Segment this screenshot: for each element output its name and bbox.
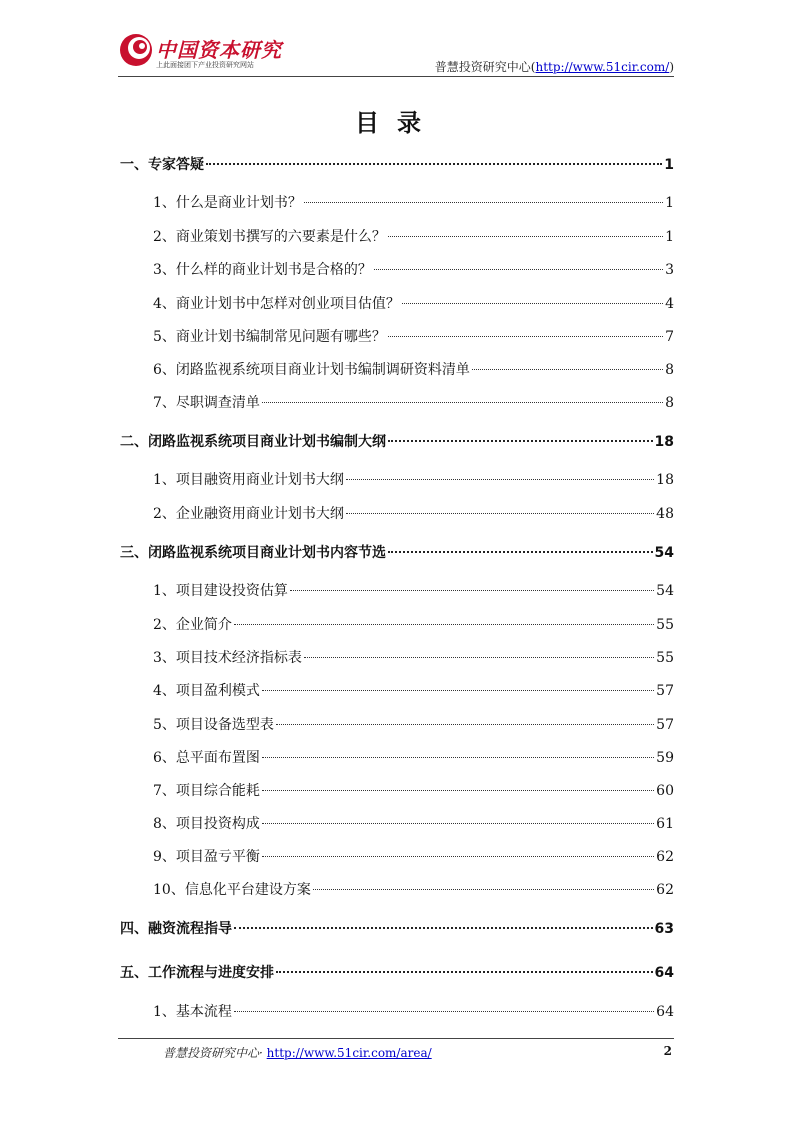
logo-name: 中国资本研究 (156, 38, 282, 62)
site-logo[interactable] (118, 32, 282, 72)
toc-entry-label: 2、企业简介 (153, 617, 232, 633)
header-site-link[interactable]: http://www.51cir.com/ (535, 60, 670, 74)
toc-entry-page: 62 (656, 882, 674, 898)
toc-subsection-entry[interactable] (153, 192, 674, 216)
toc-dot-leader (290, 589, 654, 591)
toc-entry-label: 三、闭路监视系统项目商业计划书内容节选 (120, 545, 386, 561)
toc-section-entry[interactable] (120, 154, 674, 178)
toc-dot-leader (262, 689, 654, 691)
toc-subsection-entry[interactable] (153, 392, 674, 416)
toc-dot-leader (374, 268, 663, 270)
toc-entry-page: 63 (654, 921, 674, 937)
footer-divider (118, 1038, 674, 1039)
toc-title: 目录 (355, 109, 439, 137)
toc-entry-label: 二、闭路监视系统项目商业计划书编制大纲 (120, 434, 386, 450)
footer-site-name: 普慧投资研究中心· (163, 1046, 263, 1060)
toc-entry-page: 57 (656, 717, 674, 733)
toc-dot-leader (313, 888, 654, 890)
toc-dot-leader (262, 822, 654, 824)
toc-dot-leader (388, 235, 663, 237)
toc-dot-leader (472, 368, 663, 370)
toc-entry-page: 8 (665, 395, 674, 411)
toc-dot-leader (388, 550, 653, 553)
toc-entry-page: 4 (665, 296, 674, 312)
page-footer (0, 1036, 794, 1066)
toc-subsection-entry[interactable] (153, 469, 674, 493)
toc-subsection-entry[interactable] (153, 580, 674, 604)
toc-subsection-entry[interactable] (153, 647, 674, 671)
toc-dot-leader (402, 302, 663, 304)
toc-entry-label: 6、总平面布置图 (153, 750, 260, 766)
header-site-info (435, 58, 674, 75)
toc-dot-leader (304, 201, 663, 203)
toc-subsection-entry[interactable] (153, 503, 674, 527)
toc-entry-label: 2、商业策划书撰写的六要素是什么？ (153, 229, 386, 245)
toc-dot-leader (262, 401, 663, 403)
toc-dot-leader (346, 478, 654, 480)
toc-section-entry[interactable] (120, 962, 674, 986)
toc-entry-page: 1 (665, 229, 674, 245)
header-divider (118, 76, 674, 77)
toc-entry-page: 55 (656, 650, 674, 666)
toc-entry-label: 7、尽职调查清单 (153, 395, 260, 411)
toc-dot-leader (262, 789, 654, 791)
toc-section-entry[interactable] (120, 431, 674, 455)
toc-entry-page: 54 (656, 583, 674, 599)
footer-site-link[interactable]: http://www.51cir.com/area/ (266, 1046, 432, 1060)
toc-entry-page: 1 (665, 195, 674, 211)
toc-entry-label: 10、信息化平台建设方案 (153, 882, 311, 898)
toc-entry-page: 64 (654, 965, 674, 981)
toc-entry-label: 1、基本流程 (153, 1004, 232, 1020)
toc-dot-leader (262, 855, 654, 857)
toc-dot-leader (388, 335, 663, 337)
toc-dot-leader (276, 970, 653, 973)
toc-entry-label: 8、项目投资构成 (153, 816, 260, 832)
toc-dot-leader (234, 1010, 654, 1012)
toc-subsection-entry[interactable] (153, 879, 674, 903)
toc-entry-page: 1 (664, 157, 674, 173)
toc-entry-label: 4、项目盈利模式 (153, 683, 260, 699)
toc-entry-page: 62 (656, 849, 674, 865)
footer-site-info (163, 1044, 432, 1061)
toc-entry-page: 48 (656, 506, 674, 522)
toc-entry-page: 59 (656, 750, 674, 766)
toc-subsection-entry[interactable] (153, 226, 674, 250)
toc-entry-label: 四、融资流程指导 (120, 921, 232, 937)
toc-dot-leader (276, 723, 654, 725)
toc-dot-leader (234, 926, 653, 929)
toc-subsection-entry[interactable] (153, 846, 674, 870)
toc-subsection-entry[interactable] (153, 714, 674, 738)
toc-entry-page: 57 (656, 683, 674, 699)
toc-entry-label: 5、商业计划书编制常见问题有哪些？ (153, 329, 386, 345)
toc-entry-label: 3、什么样的商业计划书是合格的？ (153, 262, 372, 278)
toc-subsection-entry[interactable] (153, 293, 674, 317)
toc-entry-page: 60 (656, 783, 674, 799)
toc-entry-page: 64 (656, 1004, 674, 1020)
toc-subsection-entry[interactable] (153, 680, 674, 704)
toc-subsection-entry[interactable] (153, 259, 674, 283)
toc-section-entry[interactable] (120, 542, 674, 566)
toc-entry-page: 8 (665, 362, 674, 378)
page-number: 2 (663, 1044, 672, 1058)
toc-entry-label: 9、项目盈亏平衡 (153, 849, 260, 865)
logo-swirl-icon (118, 32, 154, 68)
toc-entry-label: 2、企业融资用商业计划书大纲 (153, 506, 344, 522)
toc-entry-label: 7、项目综合能耗 (153, 783, 260, 799)
toc-entry-label: 1、项目融资用商业计划书大纲 (153, 472, 344, 488)
toc-subsection-entry[interactable] (153, 326, 674, 350)
toc-entry-label: 一、专家答疑 (120, 157, 204, 173)
toc-subsection-entry[interactable] (153, 780, 674, 804)
toc-section-entry[interactable] (120, 918, 674, 942)
toc-entry-page: 61 (656, 816, 674, 832)
header-site-suffix: ) (669, 60, 674, 74)
toc-dot-leader (262, 756, 654, 758)
toc-entry-label: 五、工作流程与进度安排 (120, 965, 274, 981)
toc-subsection-entry[interactable] (153, 813, 674, 837)
toc-subsection-entry[interactable] (153, 1001, 674, 1025)
toc-subsection-entry[interactable] (153, 359, 674, 383)
toc-subsection-entry[interactable] (153, 614, 674, 638)
toc-dot-leader (388, 439, 653, 442)
toc-entry-label: 6、闭路监视系统项目商业计划书编制调研资料清单 (153, 362, 470, 378)
toc-dot-leader (304, 656, 654, 658)
toc-entry-page: 3 (665, 262, 674, 278)
toc-entry-page: 55 (656, 617, 674, 633)
toc-entry-label: 3、项目技术经济指标表 (153, 650, 302, 666)
toc-dot-leader (346, 512, 654, 514)
toc-entry-page: 18 (656, 472, 674, 488)
toc-entry-label: 1、项目建设投资估算 (153, 583, 288, 599)
toc-entry-label: 5、项目设备选型表 (153, 717, 274, 733)
toc-dot-leader (234, 623, 654, 625)
toc-dot-leader (206, 162, 662, 165)
header-site-name: 普慧投资研究中心( (434, 60, 536, 74)
toc-entry-page: 7 (665, 329, 674, 345)
toc-entry-page: 18 (654, 434, 674, 450)
logo-subtitle: 上此面接团下产业投资研究网站 (156, 61, 254, 69)
toc-entry-label: 1、什么是商业计划书？ (153, 195, 302, 211)
toc-entry-label: 4、商业计划书中怎样对创业项目估值？ (153, 296, 400, 312)
page-header (0, 0, 794, 80)
toc-entry-page: 54 (654, 545, 674, 561)
toc-subsection-entry[interactable] (153, 747, 674, 771)
